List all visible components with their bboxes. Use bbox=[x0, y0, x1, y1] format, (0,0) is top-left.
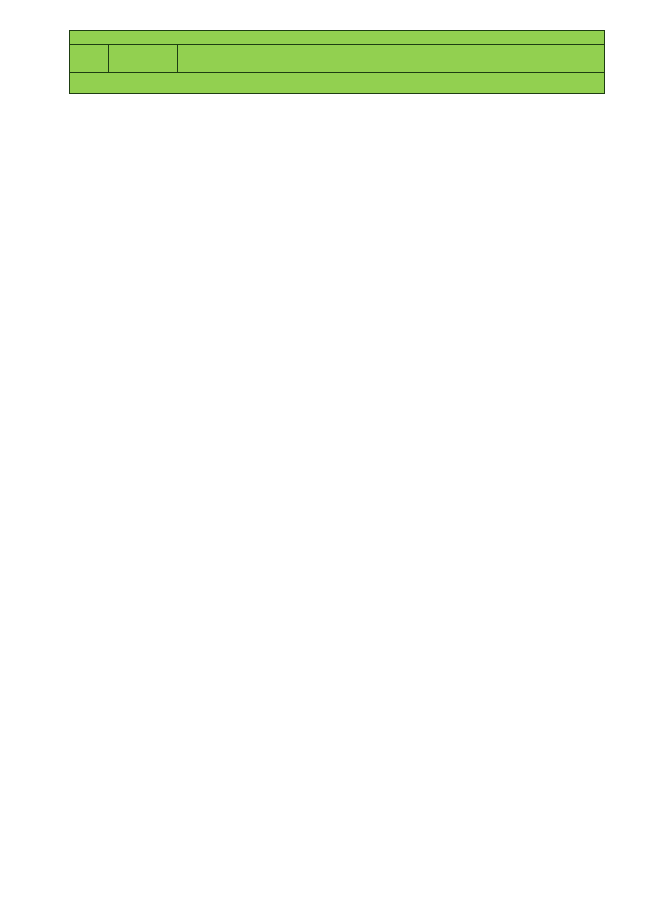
section-row bbox=[70, 31, 605, 45]
note-row bbox=[70, 73, 605, 94]
curriculum-table bbox=[69, 30, 605, 94]
note-cell bbox=[70, 73, 605, 94]
header-year bbox=[109, 45, 178, 73]
bottom-table-body bbox=[70, 31, 605, 73]
header-order bbox=[70, 45, 109, 73]
header-row bbox=[70, 45, 605, 73]
note-body bbox=[70, 73, 605, 94]
section-title bbox=[70, 31, 605, 45]
header-subject bbox=[178, 45, 605, 73]
